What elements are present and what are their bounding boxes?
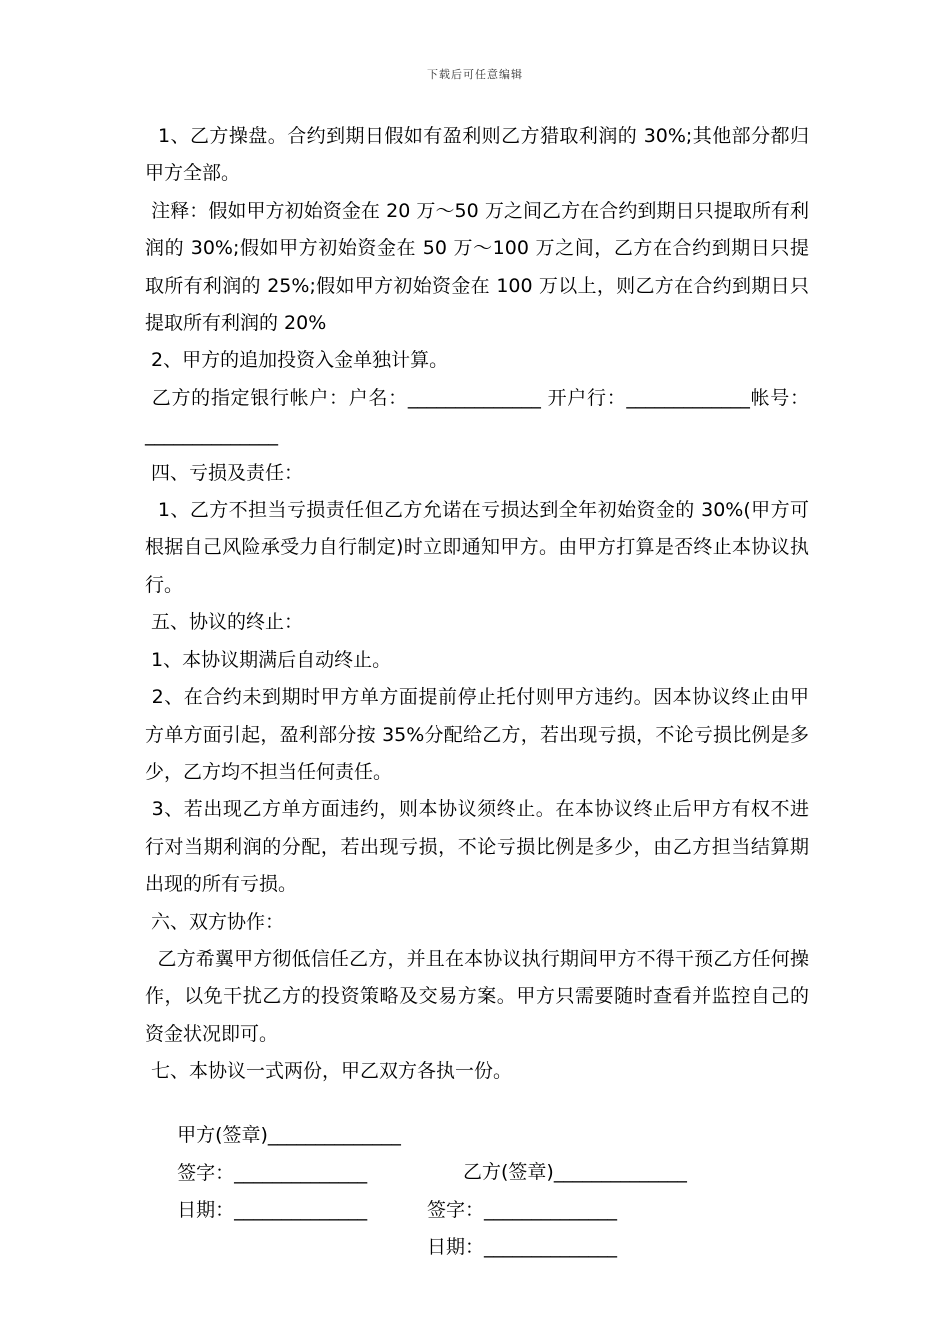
party-a-seal-field[interactable]: 甲方(签章)______________ bbox=[177, 1124, 401, 1146]
party-b-signature-field[interactable]: 签字：______________ bbox=[427, 1199, 618, 1221]
section-7-copies: 七、本协议一式两份，甲乙双方各执一份。 bbox=[145, 1060, 513, 1083]
clause-4-1-loss: 1、乙方不担当亏损责任但乙方允诺在亏损达到全年初始资金的 30%(甲方可根据自己风险承受力自行制定)时立即通知甲方。由甲方打算是否终止本协议执行。 bbox=[145, 499, 809, 596]
bank-account-line: 乙方的指定银行帐户：户名：______________ 开户行：_____________帐号：______________ bbox=[145, 386, 809, 447]
clause-1-trading: 1、乙方操盘。合约到期日假如有盈利则乙方猎取利润的 30%;其他部分都归甲方全部。 bbox=[145, 125, 809, 185]
clause-5-2-party-a-breach: 2、在合约未到期时甲方单方面提前停止托付则甲方违约。因本协议终止由甲方单方面引起，盈利部分按 35%分配给乙方，若出现亏损，不论亏损比例是多少，乙方均不担当任何责任。 bbox=[145, 686, 810, 783]
section-5-heading: 五、协议的终止： bbox=[145, 611, 304, 634]
clause-note-profit-share: 注释：假如甲方初始资金在 20 万～50 万之间乙方在合约到期日只提取所有利润的 30%;假如甲方初始资金在 50 万～100 万之间，乙方在合约到期日只提取所有利润的 25%;假如甲方初始资金在 100 万以上，则乙方在合约到期日只提取所有利润的 20% bbox=[145, 199, 809, 335]
clause-5-1-expiry: 1、本协议期满后自动终止。 bbox=[145, 648, 392, 671]
clause-5-3-party-b-breach: 3、若出现乙方单方面违约，则本协议须终止。在本协议终止后甲方有权不进行对当期利润的分配，若出现亏损，不论亏损比例是多少，由乙方担当结算期出现的所有亏损。 bbox=[145, 798, 810, 896]
section-6-heading: 六、双方协作： bbox=[145, 910, 285, 933]
party-a-date-field[interactable]: 日期：______________ bbox=[177, 1199, 368, 1221]
date-row bbox=[165, 1155, 725, 1266]
document-body bbox=[145, 118, 809, 1091]
party-b-seal-field[interactable]: 乙方(签章)______________ bbox=[463, 1161, 687, 1183]
section-4-heading: 四、亏损及责任： bbox=[145, 461, 304, 484]
page-header-note: 下载后可任意编辑 bbox=[427, 68, 523, 81]
clause-6-cooperation: 乙方希翼甲方彻低信任乙方，并且在本协议执行期间甲方不得干预乙方任何操作，以免干扰乙方的投资策略及交易方案。甲方只需要随时查看并监控自己的资金状况即可。 bbox=[145, 947, 809, 1045]
clause-2-additional-investment: 2、甲方的追加投资入金单独计算。 bbox=[145, 349, 449, 372]
party-a-signature-field[interactable]: 签字：______________ bbox=[177, 1162, 368, 1184]
party-b-date-field[interactable]: 日期：______________ bbox=[427, 1236, 618, 1258]
